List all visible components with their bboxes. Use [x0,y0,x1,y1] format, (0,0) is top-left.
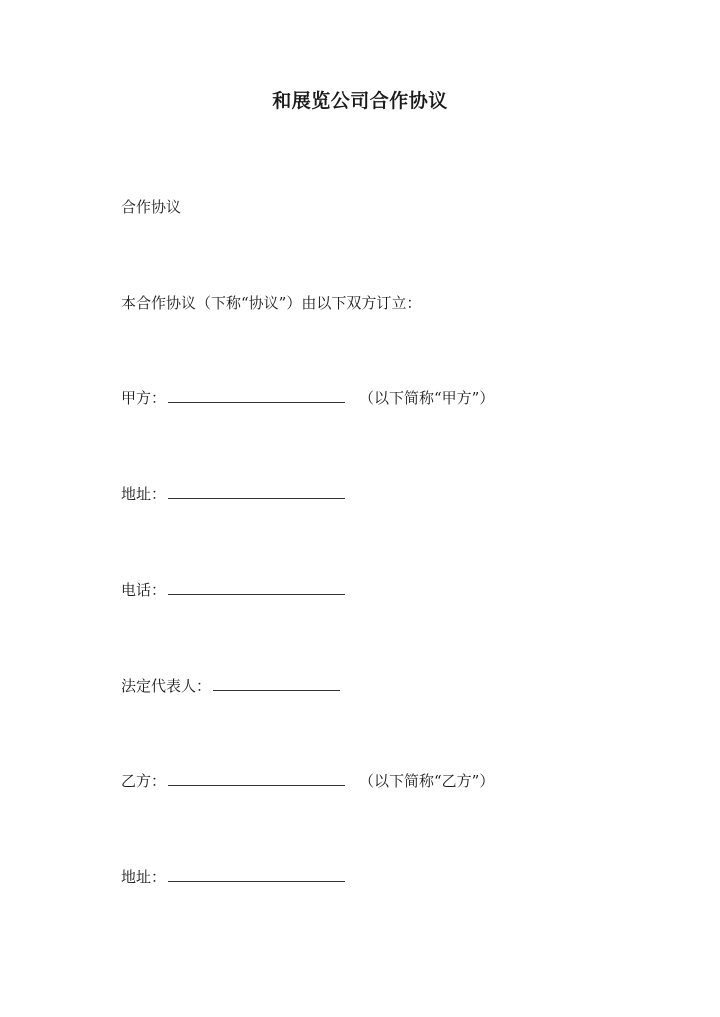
party-b-address-blank[interactable] [168,867,345,882]
party-a-line [121,387,494,409]
party-a-label: 甲方： [121,389,167,407]
party-b-suffix: （以下简称“乙方”） [359,772,495,790]
party-b-address-label: 地址： [121,868,167,886]
party-a-address-label: 地址： [121,485,167,503]
party-a-blank[interactable] [168,388,345,403]
party-a-phone-blank[interactable] [168,580,345,595]
party-a-representative-blank[interactable] [213,676,340,691]
party-b-line [121,770,494,792]
party-a-suffix: （以下简称“甲方”） [359,389,495,407]
document-title: 和展览公司合作协议 [272,90,448,112]
section-heading: 合作协议 [121,198,182,216]
party-b-address-line [121,866,345,888]
party-a-representative-label: 法定代表人： [121,677,212,695]
party-a-representative-line [121,675,340,697]
party-a-address-blank[interactable] [168,484,345,499]
party-b-blank[interactable] [168,771,345,786]
party-a-address-line [121,483,345,505]
party-a-phone-label: 电话： [121,581,167,599]
party-a-phone-line [121,579,345,601]
party-b-label: 乙方： [121,772,167,790]
intro-paragraph: 本合作协议（下称“协议”）由以下双方订立： [121,294,422,312]
